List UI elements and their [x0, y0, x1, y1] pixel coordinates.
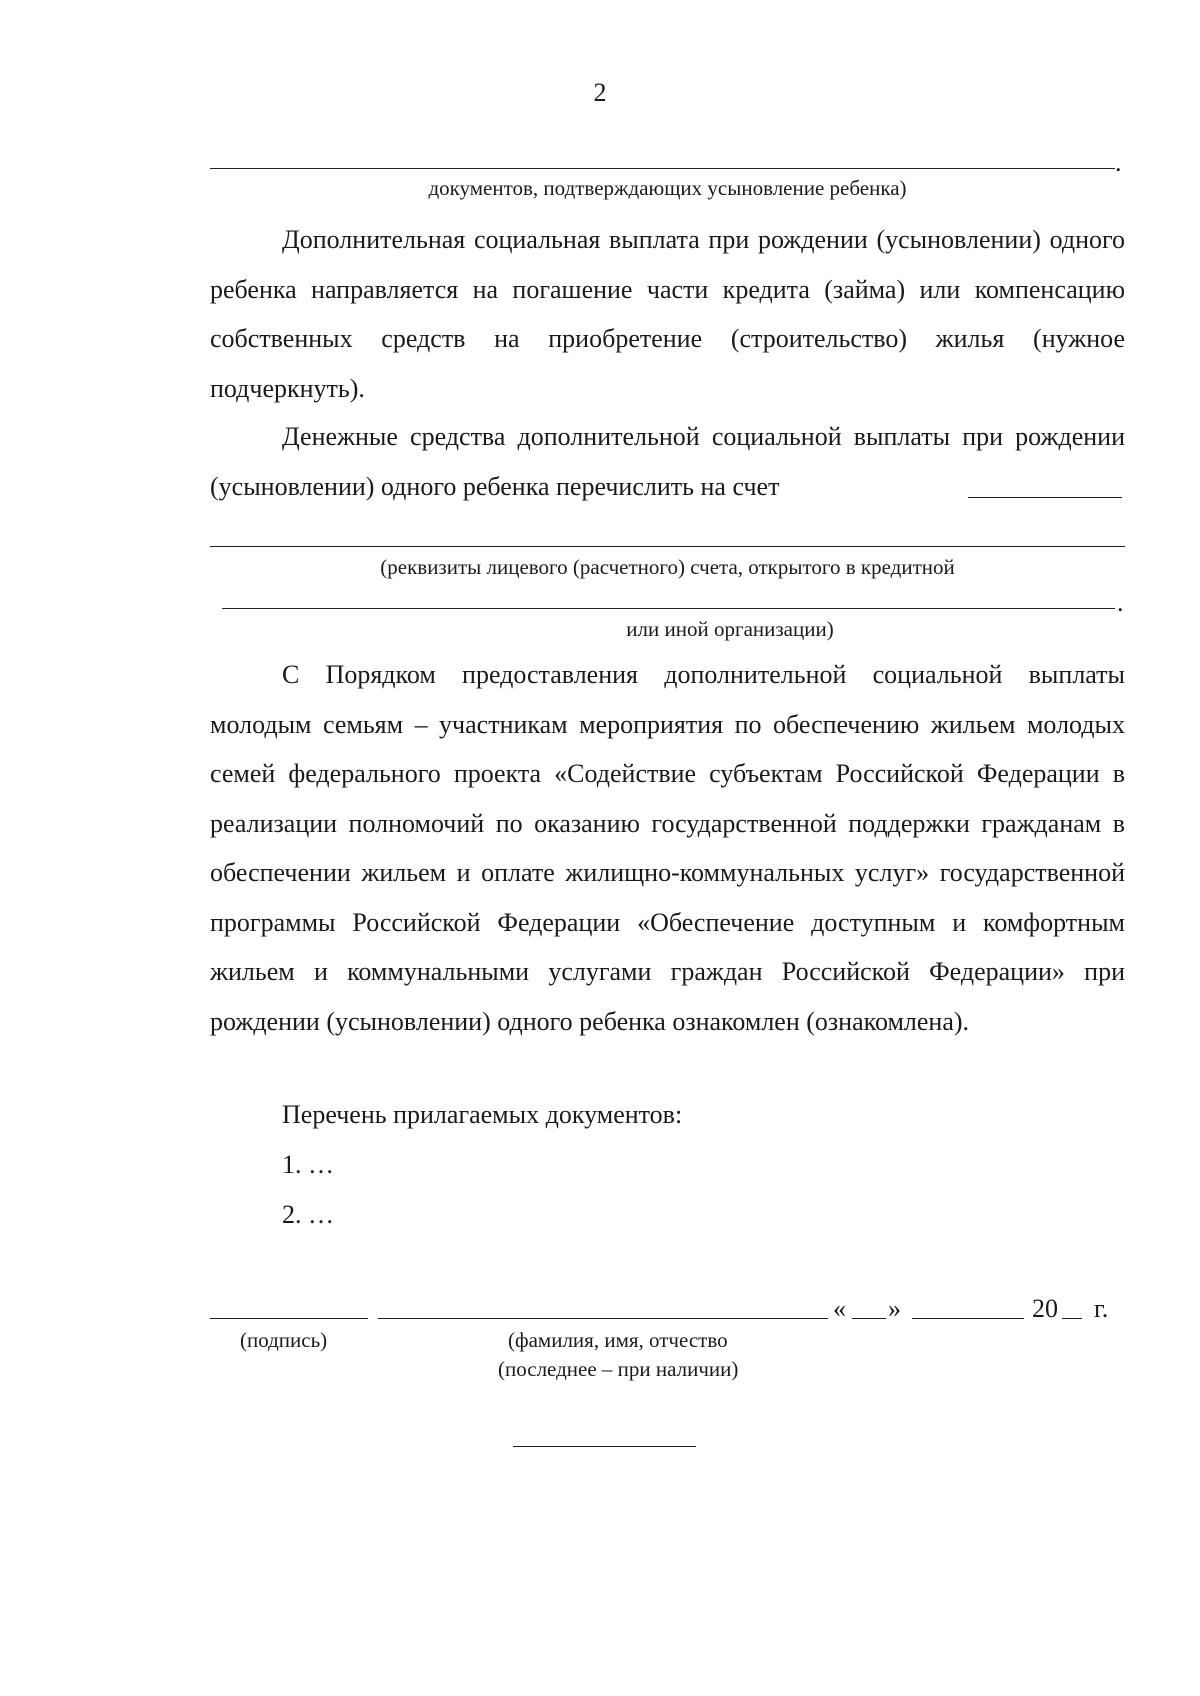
date-close-quote: »	[888, 1294, 901, 1323]
month-fill-line	[912, 1318, 1024, 1319]
account-fill-line-1	[210, 546, 1125, 547]
label-name-line1: (фамилия, имя, отчество	[508, 1328, 728, 1352]
page-number: 2	[593, 78, 607, 107]
label-name-line2: (последнее – при наличии)	[498, 1357, 739, 1381]
period-mark-2: .	[1117, 588, 1124, 617]
documents-list-item: 2. …	[282, 1200, 334, 1229]
year-suffix: г.	[1094, 1294, 1109, 1323]
caption-account-line2: или иной организации)	[626, 617, 834, 641]
documents-list-item: 1. …	[282, 1150, 334, 1179]
paragraph-acquainted: С Порядком предоставления дополнительной социальной выплаты молодым семьям – участникам мероприятия по обеспечению жильем молодых семей федерального проекта «Содействие субъектам Российской Федерации в реализации полномочий по оказанию государственной поддержки гражданам в обеспечении жильем и оплате жилищно-коммунальных услуг» государственной программы Российской Федерации «Обеспечение доступным и комфортным жильем и коммунальными услугами граждан Российской Федерации» при рождении (усыновлении) одного ребенка ознакомлен (ознакомлена).	[210, 660, 1125, 1036]
paragraph-purpose: Дополнительная социальная выплата при рождении (усыновлении) одного ребенка направляется на погашение части кредита (займа) или компенсацию собственных средств на приобретение (строительство) жилья (нужное подчеркнуть).	[210, 225, 1125, 403]
year-prefix: 20	[1032, 1294, 1058, 1323]
account-fill-line-inline	[968, 497, 1122, 498]
documents-list-heading: Перечень прилагаемых документов:	[282, 1100, 683, 1129]
signature-fill-line	[210, 1318, 368, 1319]
caption-account-line1: (реквизиты лицевого (расчетного) счета, открытого в кредитной	[380, 555, 955, 579]
year-fill-line	[1062, 1318, 1082, 1319]
caption-adoption-docs: документов, подтверждающих усыновление ребенка)	[428, 176, 907, 200]
account-fill-line-2	[222, 608, 1115, 609]
label-signature: (подпись)	[240, 1328, 328, 1352]
closing-separator	[513, 1446, 696, 1447]
full-name-fill-line	[378, 1318, 828, 1319]
date-open-quote: «	[833, 1294, 846, 1323]
period-mark: .	[1115, 148, 1122, 177]
paragraph-transfer-text: Денежные средства дополнительной социальной выплаты при рождении (усыновлении) одного ребенка перечислить на счет	[210, 422, 1125, 501]
adoption-docs-fill-line	[210, 168, 1115, 169]
day-fill-line	[852, 1318, 886, 1319]
